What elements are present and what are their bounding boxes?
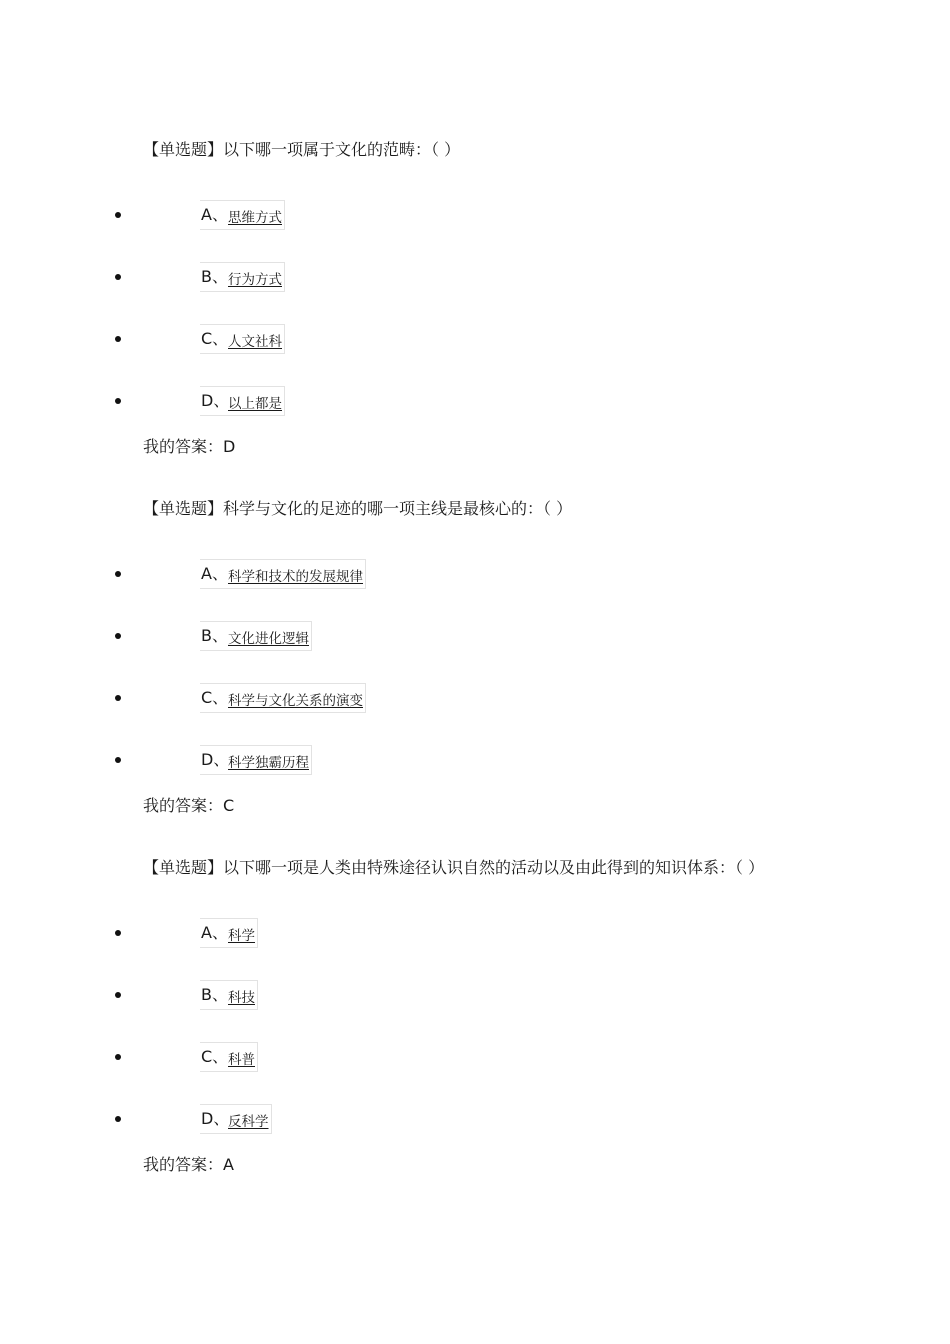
option-box[interactable] xyxy=(200,621,312,651)
option-letter: A、 xyxy=(201,923,228,942)
bullet-icon xyxy=(115,1054,121,1060)
question-stem: 科学与文化的足迹的哪一项主线是最核心的：（ ） xyxy=(223,499,573,518)
option-letter: C、 xyxy=(201,1047,229,1066)
option-text[interactable]: 反科学 xyxy=(228,1114,269,1130)
option-box[interactable] xyxy=(200,1042,258,1072)
option-text[interactable]: 科学和技术的发展规律 xyxy=(228,569,363,585)
option-letter: C、 xyxy=(201,329,229,348)
bullet-icon xyxy=(115,930,121,936)
option-box[interactable] xyxy=(200,745,312,775)
option-item[interactable] xyxy=(0,262,950,294)
option-box[interactable] xyxy=(200,386,285,416)
bullet-icon xyxy=(115,398,121,404)
question-3-title xyxy=(143,858,764,878)
option-box[interactable] xyxy=(200,1104,272,1134)
option-box[interactable] xyxy=(200,980,258,1010)
option-box[interactable] xyxy=(200,559,366,589)
answer-label: 我的答案： xyxy=(143,437,224,456)
option-text[interactable]: 科技 xyxy=(228,990,255,1006)
option-item[interactable] xyxy=(0,559,950,591)
option-box[interactable] xyxy=(200,918,258,948)
option-text[interactable]: 思维方式 xyxy=(228,210,282,226)
option-text[interactable]: 行为方式 xyxy=(228,272,282,288)
option-item[interactable] xyxy=(0,745,950,777)
bullet-icon xyxy=(115,274,121,280)
my-answer xyxy=(143,1155,234,1175)
option-letter: A、 xyxy=(201,205,228,224)
option-box[interactable] xyxy=(200,324,285,354)
option-item[interactable] xyxy=(0,386,950,418)
option-text[interactable]: 人文社科 xyxy=(228,334,282,350)
option-item[interactable] xyxy=(0,918,950,950)
bullet-icon xyxy=(115,757,121,763)
option-letter: C、 xyxy=(201,688,229,707)
bullet-icon xyxy=(115,571,121,577)
question-type-label: 【单选题】 xyxy=(143,499,224,518)
question-type-label: 【单选题】 xyxy=(143,858,224,877)
option-letter: D、 xyxy=(201,391,230,410)
option-box[interactable] xyxy=(200,200,285,230)
option-item[interactable] xyxy=(0,200,950,232)
bullet-icon xyxy=(115,212,121,218)
question-2-title xyxy=(143,499,572,519)
answer-value: A xyxy=(223,1155,234,1174)
answer-value: C xyxy=(223,796,235,815)
question-stem: 以下哪一项属于文化的范畴：（ ） xyxy=(223,140,461,159)
option-letter: D、 xyxy=(201,750,230,769)
bullet-icon xyxy=(115,1116,121,1122)
option-text[interactable]: 科学 xyxy=(228,928,255,944)
option-text[interactable]: 以上都是 xyxy=(228,396,282,412)
option-item[interactable] xyxy=(0,324,950,356)
option-item[interactable] xyxy=(0,1104,950,1136)
option-letter: B、 xyxy=(201,985,228,1004)
my-answer xyxy=(143,796,234,816)
my-answer xyxy=(143,437,235,457)
bullet-icon xyxy=(115,633,121,639)
option-item[interactable] xyxy=(0,980,950,1012)
question-type-label: 【单选题】 xyxy=(143,140,224,159)
option-letter: B、 xyxy=(201,267,228,286)
answer-label: 我的答案： xyxy=(143,1155,224,1174)
option-text[interactable]: 科学独霸历程 xyxy=(228,755,309,771)
option-item[interactable] xyxy=(0,621,950,653)
option-letter: B、 xyxy=(201,626,228,645)
option-text[interactable]: 科学与文化关系的演变 xyxy=(228,693,363,709)
option-text[interactable]: 科普 xyxy=(228,1052,255,1068)
option-letter: A、 xyxy=(201,564,228,583)
bullet-icon xyxy=(115,992,121,998)
option-item[interactable] xyxy=(0,683,950,715)
question-stem: 以下哪一项是人类由特殊途径认识自然的活动以及由此得到的知识体系：（ ） xyxy=(223,858,765,877)
option-letter: D、 xyxy=(201,1109,230,1128)
option-box[interactable] xyxy=(200,683,366,713)
question-1-title xyxy=(143,140,460,160)
bullet-icon xyxy=(115,695,121,701)
option-text[interactable]: 文化进化逻辑 xyxy=(228,631,309,647)
option-box[interactable] xyxy=(200,262,285,292)
bullet-icon xyxy=(115,336,121,342)
option-item[interactable] xyxy=(0,1042,950,1074)
answer-value: D xyxy=(223,437,236,456)
answer-label: 我的答案： xyxy=(143,796,224,815)
